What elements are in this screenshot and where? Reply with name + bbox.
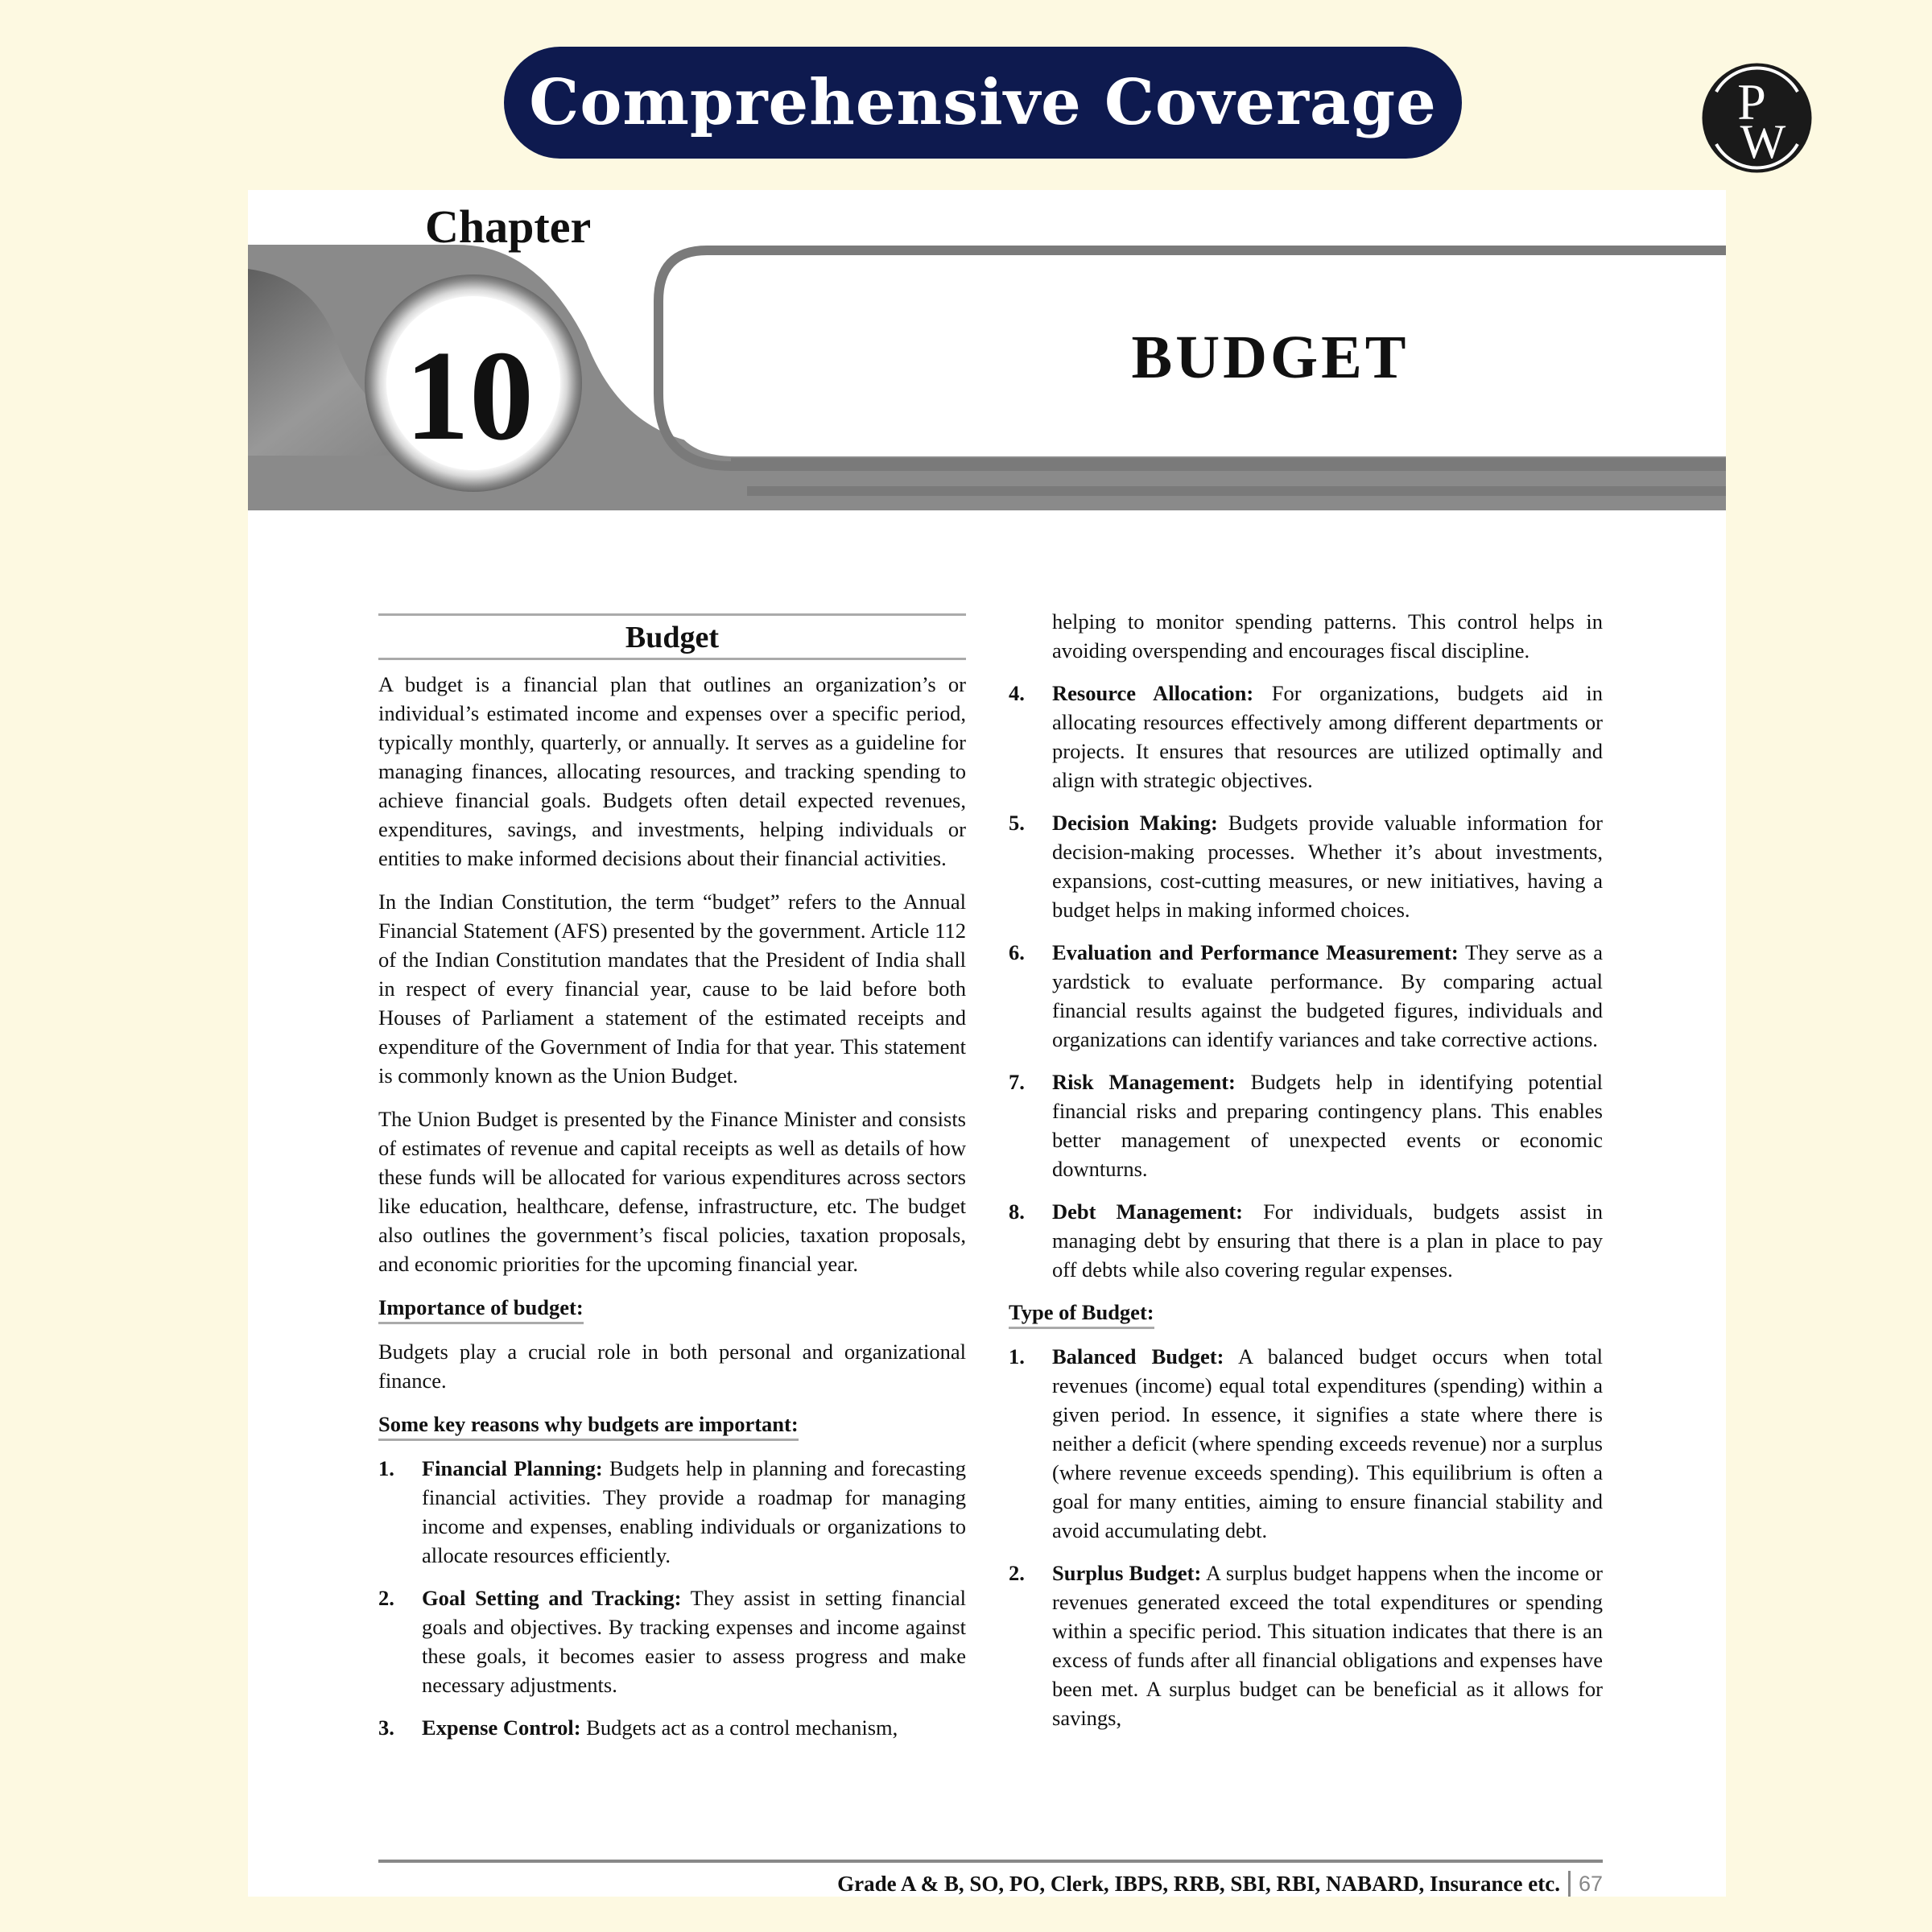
list-item: 1. Balanced Budget: A balanced budget occurs when total revenues (income) equal total expenditures (spending) within a given period. In essence, it signifies a state where there is neither a deficit (where spending exceeds revenue) nor a surplus (where revenue exceeds spending). This equilibrium is often a goal for many entities, aiming to ensure financial stability and avoid accumulating debt. — [1009, 1344, 1603, 1542]
list-item-continuation: helping to monitor spending patterns. This control helps in avoiding overspending and encourages fiscal discipline. — [1052, 609, 1603, 663]
list-item: 8. Debt Management: For individuals, budgets assist in managing debt by ensuring that there is a plan in place to pay off debts while also covering regular expenses. — [1009, 1199, 1603, 1282]
left-column — [378, 613, 966, 1756]
page-footer — [837, 1871, 1603, 1897]
subheading-type-of-budget: Type of Budget: — [1009, 1298, 1154, 1329]
list-item: 1. Financial Planning: Budgets help in planning and forecasting financial activities. They provide a roadmap for managing income and expenses, enabling individuals or organizations to allocate resources efficiently. — [378, 1456, 967, 1567]
right-column — [1009, 607, 1603, 1746]
subheading-key-reasons: Some key reasons why budgets are important: — [378, 1410, 799, 1441]
footer-text: Grade A & B, SO, PO, Clerk, IBPS, RRB, SBI, RBI, NABARD, Insurance etc. — [837, 1871, 1560, 1896]
list-item: 4. Resource Allocation: For organizations, budgets aid in allocating resources effectively among different departments or projects. It ensures that resources are utilized optimally and align with strategic objectives. — [1009, 681, 1603, 792]
section-heading-budget: Budget — [378, 613, 966, 660]
subheading-importance: Importance of budget: — [378, 1293, 584, 1324]
list-item: 2. Goal Setting and Tracking: They assist in setting financial goals and objectives. By tracking expenses and income against these goals, it becomes easier to assess progress and make necessary adjustments. — [378, 1586, 966, 1697]
pw-logo — [1699, 60, 1815, 176]
chapter-label: Chapter — [425, 200, 592, 253]
page-number: 67 — [1578, 1871, 1603, 1896]
list-item: 5. Decision Making: Budgets provide valuable information for decision-making processes. Whether it’s about investments, expansions, cost-cutting measures, or new initiatives, having a budget helps in making informed choices. — [1009, 811, 1603, 922]
footer-divider — [378, 1860, 1603, 1863]
list-item: 7. Risk Management: Budgets help in identifying potential financial risks and preparing contingency plans. This enables better management of unexpected events or economic downturns. — [1009, 1070, 1603, 1181]
document-page — [248, 190, 1726, 1897]
paragraph: The Union Budget is presented by the Finance Minister and consists of estimates of revenue and capital receipts as well as details of how these funds will be allocated for various expenditures across sectors like education, healthcare, defense, infrastructure, etc. The budget also outlines the government’s fiscal policies, taxation proposals, and economic priorities for the upcoming financial year. — [378, 1107, 966, 1276]
chapter-title: BUDGET — [1131, 324, 1410, 391]
paragraph: Budgets play a crucial role in both personal and organizational finance. — [378, 1340, 966, 1393]
budget-types-list — [1009, 1342, 1603, 1732]
header-banner — [504, 47, 1462, 159]
list-item: 2. Surplus Budget: A surplus budget happens when the income or revenues generated exceed the total expenditures or spending within a specific period. This situation indicates that there is an excess of funds after all financial obligations and expenses have been met. A surplus budget can be beneficial as it allows for savings, — [1009, 1561, 1603, 1730]
paragraph: A budget is a financial plan that outlines an organization’s or individual’s estimated income and expenses over a specific period, typically monthly, quarterly, or annually. It serves as a guideline for managing finances, allocating resources, and tracking spending to achieve financial goals. Budgets often detail expected revenues, expenditures, savings, and investments, helping individuals or entities to make informed decisions about their financial activities. — [378, 672, 966, 870]
svg-text:W: W — [1740, 115, 1786, 168]
list-item: 3. Expense Control: Budgets act as a control mechanism, — [378, 1715, 898, 1740]
reasons-list-continued — [1009, 607, 1603, 1284]
footer-separator — [1568, 1871, 1571, 1897]
reasons-list — [378, 1454, 966, 1742]
chapter-number: 10 — [405, 323, 534, 467]
paragraph: In the Indian Constitution, the term “budget” refers to the Annual Financial Statement (AFS) presented by the government. Article 112 of the Indian Constitution mandates that the President of India shall in respect of every financial year, cause to be laid before both Houses of Parliament a statement of the estimated receipts and expenditure of the Government of India for that year. This statement is commonly known as the Union Budget. — [378, 890, 966, 1088]
svg-text:P: P — [1737, 73, 1766, 130]
banner-title: Comprehensive Coverage — [529, 66, 1437, 139]
list-item: 6. Evaluation and Performance Measurement: They serve as a yardstick to evaluate performance. By comparing actual financial results against the budgeted figures, individuals and organizations can identify variances and take corrective actions. — [1009, 940, 1604, 1051]
